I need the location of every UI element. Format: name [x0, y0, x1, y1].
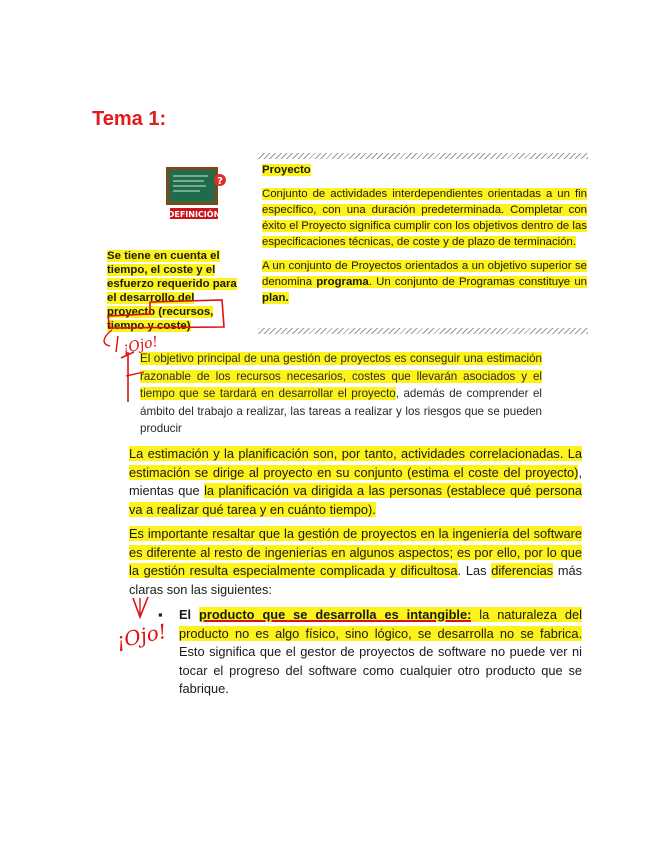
bullet-highlight: la naturaleza del producto no es algo físico, sino lógico, se desarrolla no se fabrica.	[179, 607, 582, 641]
definition-label: DEFINICIÓN	[167, 210, 221, 219]
bullet-marker: ▪	[158, 607, 163, 622]
side-note-text: Se tiene en cuenta el tiempo, el coste y el esfuerzo requerido para el desarrollo del proyecto (recursos, tiempo y coste)	[107, 250, 237, 332]
box-p2-b: programa	[316, 276, 369, 288]
para2-b: (estima el coste del proyecto)	[402, 464, 579, 480]
para3-a: Es importante resaltar que la gestión de proyectos en la ingeniería del software es diferente al resto de ingenierías en algunos aspectos; es por ello, por lo que la gestión resulta especialmente complicada y dificultosa	[129, 526, 582, 578]
box-heading: Proyecto	[262, 164, 311, 176]
page-title: Tema 1:	[92, 108, 167, 130]
box-paragraph-1: Conjunto de actividades interdependientes orientadas a un fin específico, con una duración predeterminada. Completar con éxito el Proyecto significa cumplir con los objetivos dentro de las especificaciones técnicas, de coste y de plazo de terminación.	[262, 188, 587, 248]
box-p2-c: . Un conjunto de Programas constituye un	[368, 276, 587, 288]
bullet-key: producto que se desarrolla es intangible:	[199, 607, 472, 622]
box-p2-a: A un conjunto de Proyectos orientados a un objetivo superior se denomina	[262, 260, 587, 288]
box-p2-d: plan.	[262, 292, 289, 304]
para2-a: La estimación y la planificación son, por tanto, actividades correlacionadas. La estimación se dirige al proyecto en su conjunto	[129, 446, 582, 480]
svg-text:?: ?	[217, 176, 223, 187]
para3-c: diferencias	[491, 563, 554, 578]
para2-c: , mientas que	[129, 464, 582, 498]
paragraph-objective-highlight: El objetivo principal de una gestión de proyectos es conseguir una estimación razonable de los recursos necesarios, costes que llevarán asociados y el tiempo que se tardará en desarrollar el proyecto	[140, 352, 542, 400]
bullet-lead: El	[179, 607, 200, 622]
handwritten-note-2: ¡Ojo!	[114, 618, 169, 653]
bullet-rest: Esto significa que el gestor de proyectos de software no puede ver ni tocar el progreso del software como cualquier otro producto que se fabrique.	[179, 644, 582, 696]
paragraph-objective-rest: , además de comprender el ámbito del trabajo a realizar, las tareas a realizar y los riesgos que se pueden producir	[140, 387, 543, 435]
para2-d: la planificación va dirigida a las personas (establece qué persona va a realizar qué tarea y en cuánto tiempo).	[129, 483, 582, 517]
para3-d: más claras son las siguientes:	[129, 563, 582, 597]
handwritten-note-1: ¡Ojo!	[121, 333, 160, 357]
para3-b: . Las	[457, 563, 492, 578]
